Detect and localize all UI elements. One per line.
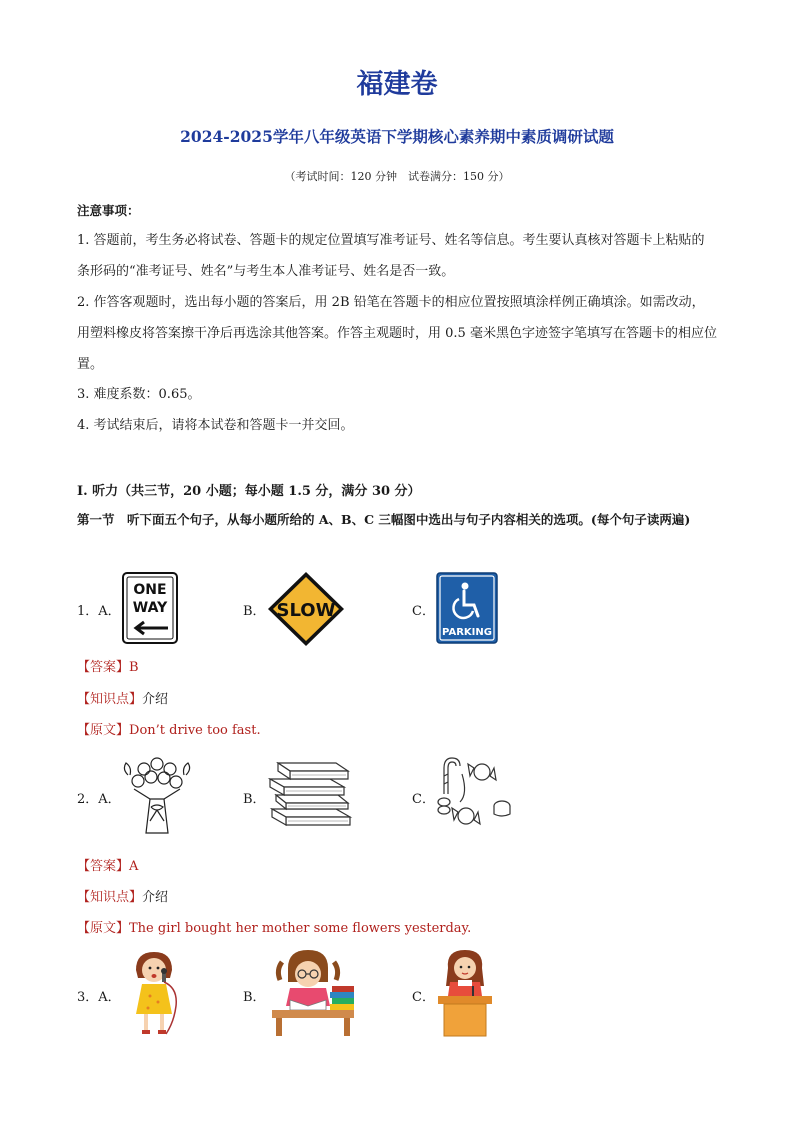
note-item-4: 4. 考试结束后，请将本试卷和答题卡一并交回。 [77,418,354,433]
q2-original-text [77,917,471,936]
slow-sign-picture [266,570,346,652]
singing-girl-picture [122,948,192,1042]
speaker-podium-picture [434,946,496,1042]
note-item-3: 3. 难度系数：0.65。 [77,387,201,402]
q3-label-b: B． [243,990,266,1005]
q2-kp-tag: 【知识点】 [77,890,143,905]
q1-original-text [77,719,261,738]
parking-sign-text: PARKING [442,627,492,638]
q1-answer [77,656,139,675]
q2-kp-value: 介绍 [142,890,169,905]
notes-heading: 注意事项： [77,203,140,218]
q1-knowledge-point [77,688,168,707]
note-item-1: 1. 答题前，考生务必将试卷、答题卡的规定位置填写准考证号、姓名等信息。考生要认真核对答题卡上粘贴的条形码的“准考证号、姓名”与考生本人准考证号、姓名是否一致。 [77,233,705,279]
flower-bouquet-picture [120,755,194,839]
q1-text-value: Don’t drive too fast. [129,723,261,738]
q1-label-b: B． [243,604,266,619]
q1-label-a: 1．A． [77,604,121,619]
q2-text-tag: 【原文】 [77,921,130,936]
q1-label-c: C． [412,604,435,619]
q2-answer-tag: 【答案】 [77,859,130,874]
q2-answer-value: A [129,859,139,874]
parking-sign-picture [436,572,498,648]
candy-picture [434,754,518,836]
q2-label-c: C． [412,792,435,807]
page-title: 福建卷 [356,69,438,100]
q1-answer-tag: 【答案】 [77,660,130,675]
reading-girl-picture [266,948,360,1042]
q1-answer-value: B [129,660,139,675]
part1-instructions: 第一节 听下面五个句子，从每小题所给的 A、B、C 三幅图中选出与句子内容相关的选项。(每个句子读两遍) [77,512,691,527]
section-heading: I. 听力（共三节，20 小题；每小题 1.5 分，满分 30 分） [77,484,421,499]
q3-label-c: C． [412,990,435,1005]
note-item-2: 2. 作答客观题时，选出每小题的答案后，用 2B 铅笔在答题卡的相应位置按照填涂样例正确填涂。如需改动，用塑料橡皮将答案擦干净后再选涂其他答案。作答主观题时，用 0.5 毫米黑色字迹签字笔填写在答题卡的相应位置。 [77,295,717,372]
q2-label-a: 2．A． [77,792,121,807]
one-way-bottom-text: WAY [132,600,168,616]
q3-label-a: 3．A． [77,990,121,1005]
exam-info: （考试时间：120 分钟 试卷满分：150 分） [284,170,510,183]
one-way-sign-picture [122,572,178,648]
one-way-top-text: ONE [133,582,167,598]
q2-knowledge-point [77,886,168,905]
book-stack-picture [266,757,356,831]
q1-text-tag: 【原文】 [77,723,130,738]
q2-text-value: The girl bought her mother some flowers yesterday. [129,921,472,936]
slow-sign-text: SLOW [276,600,336,621]
q1-kp-tag: 【知识点】 [77,692,143,707]
q2-label-b: B． [243,792,266,807]
exam-subtitle: 2024-2025学年八年级英语下学期核心素养期中素质调研试题 [180,127,614,146]
q2-answer [77,855,138,874]
q1-kp-value: 介绍 [142,692,169,707]
